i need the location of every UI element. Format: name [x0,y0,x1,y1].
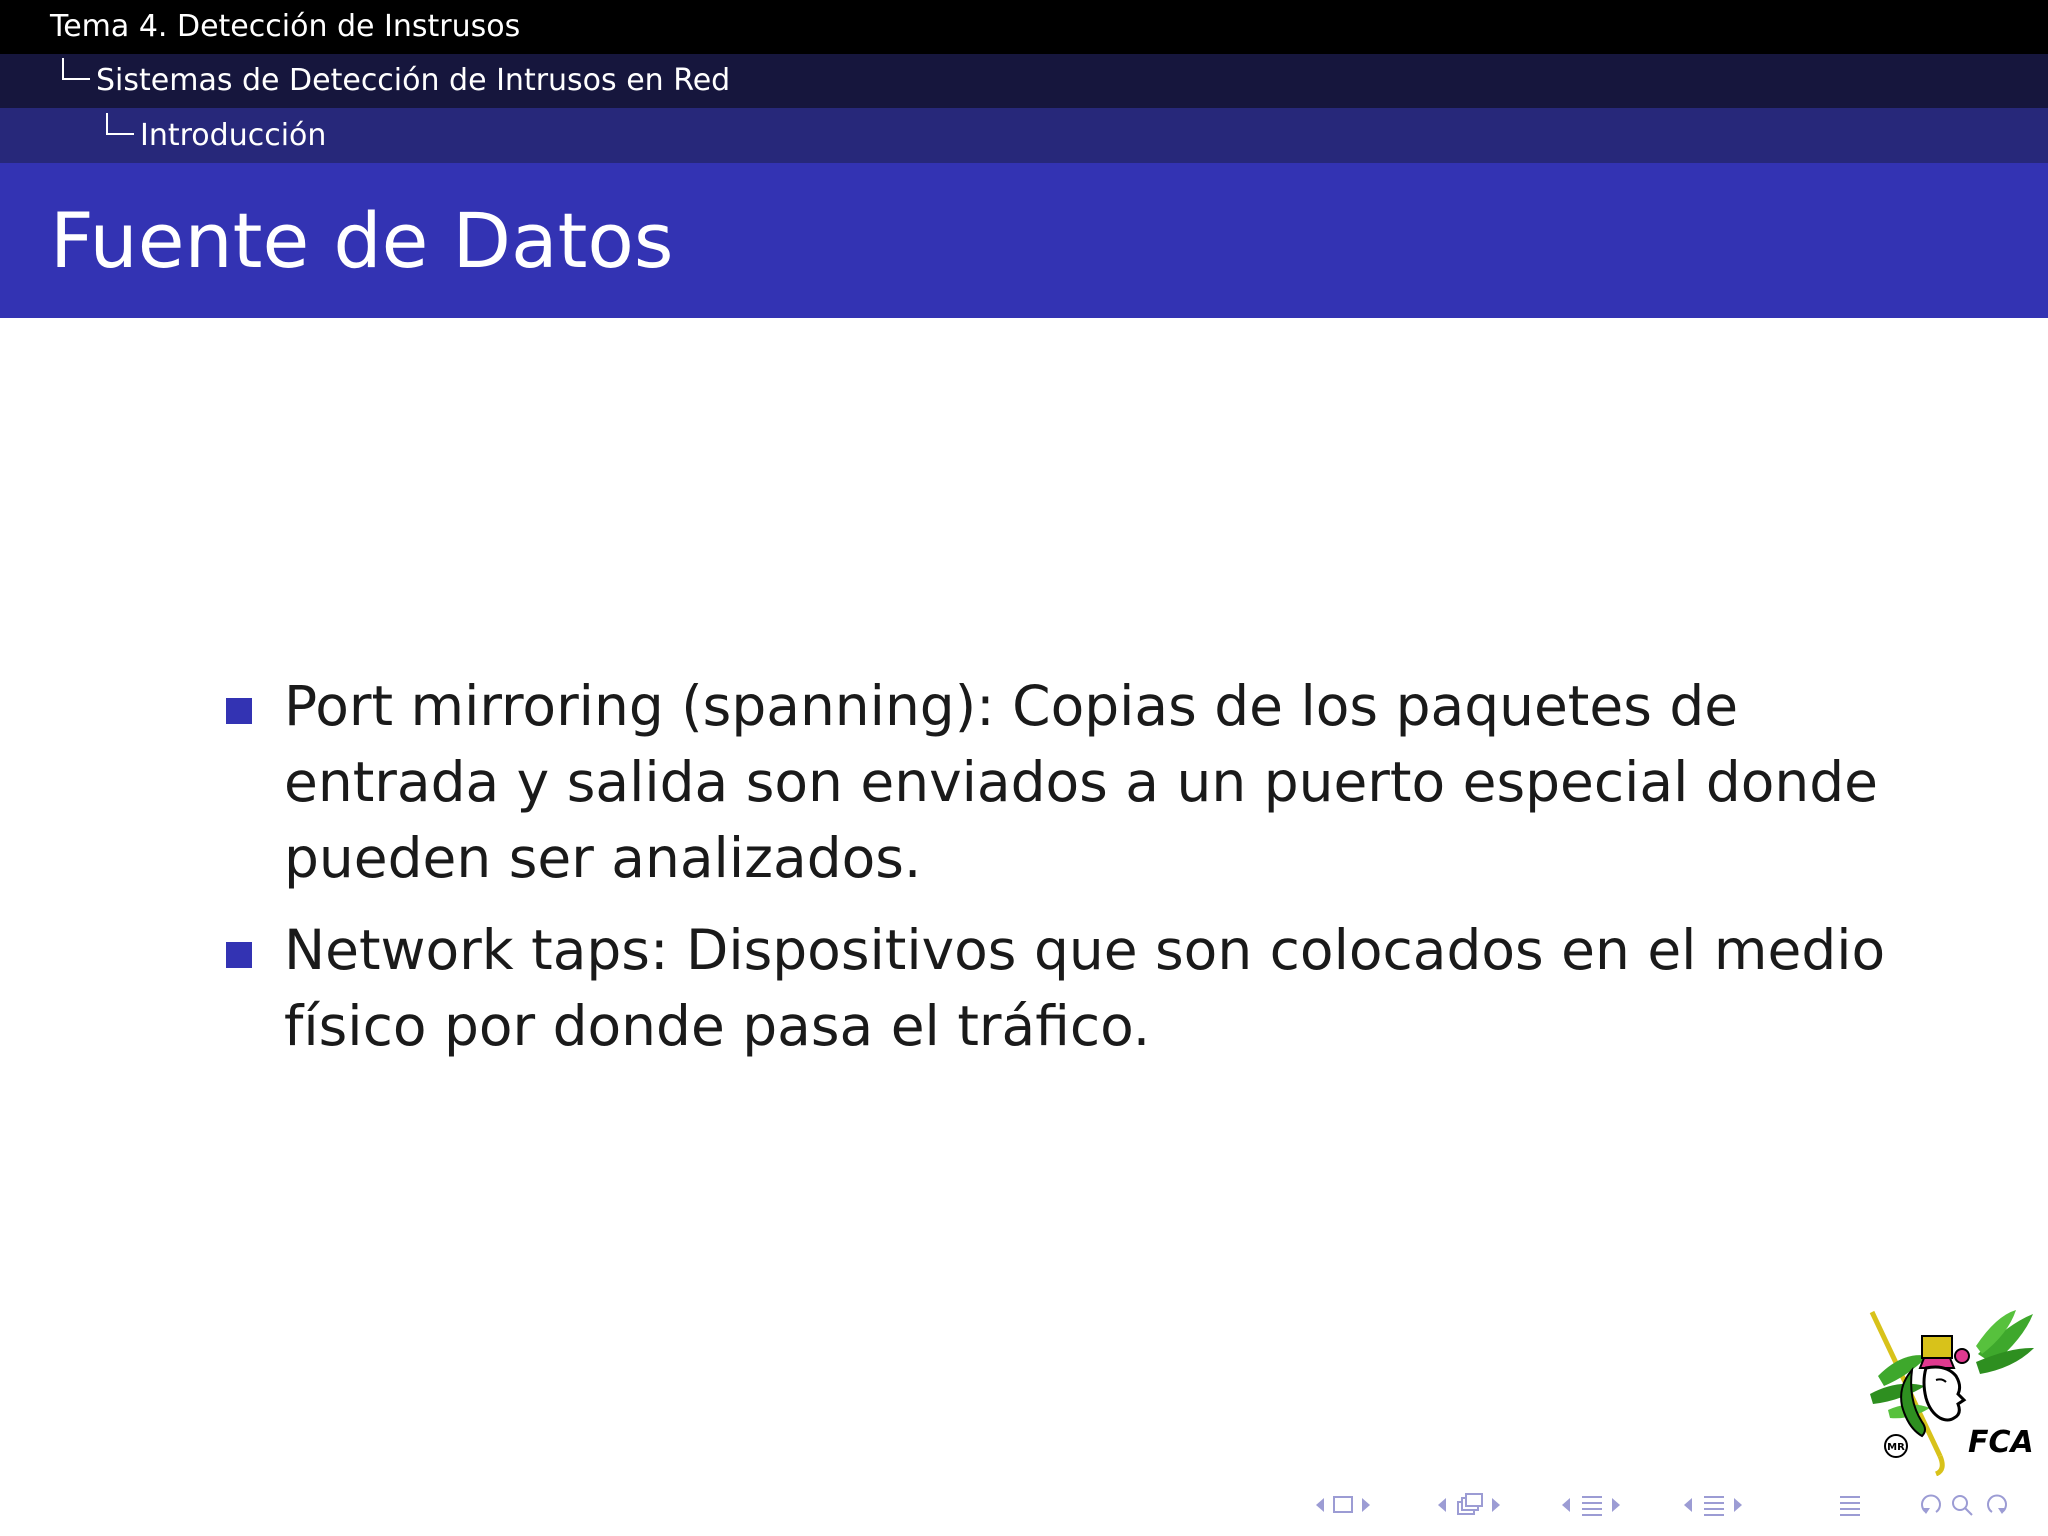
document-icon[interactable] [1704,1497,1724,1515]
frame-title: Fuente de Datos [50,196,674,285]
header-subsubsection-bar[interactable] [0,108,2048,163]
svg-text:FCA: FCA [1968,1425,2034,1460]
header-section-title[interactable]: Tema 4. Detección de Instrusos [50,9,521,44]
subsection-next-icon[interactable] [1492,1498,1500,1512]
subsection-icon[interactable] [1458,1494,1482,1514]
bullet-list [222,668,1902,1080]
section-next-icon[interactable] [1612,1498,1620,1512]
list-item [222,668,1902,896]
header-subsection-title[interactable]: Sistemas de Detección de Intrusos en Red [96,63,731,98]
fca-logo [1858,1306,2038,1476]
frame-next-icon[interactable] [1362,1498,1370,1512]
list-item [222,912,1902,1064]
section-prev-icon[interactable] [1562,1498,1570,1512]
search-icon[interactable] [1953,1496,1972,1515]
forward-icon[interactable] [1988,1496,2006,1514]
navigation-bar [1310,1488,2040,1522]
frame-prev-icon[interactable] [1316,1498,1324,1512]
frame-icon[interactable] [1334,1497,1352,1512]
header-subsubsection-title[interactable]: Introducción [140,117,327,153]
header-section-bar[interactable] [0,0,2048,54]
section-icon[interactable] [1582,1497,1602,1515]
header-subsection-bar[interactable] [0,54,2048,108]
tree-connector-icon [56,58,92,88]
subsection-prev-icon[interactable] [1438,1498,1446,1512]
square-bullet-icon [226,698,252,724]
tree-connector-icon [100,113,136,143]
document-next-icon[interactable] [1734,1498,1742,1512]
frame-title-bar [0,163,2048,318]
align-icon[interactable] [1840,1497,1860,1515]
back-icon[interactable] [1922,1496,1940,1514]
square-bullet-icon [226,942,252,968]
document-prev-icon[interactable] [1684,1498,1692,1512]
svg-text:MR: MR [1887,1442,1905,1453]
list-item-text: Network taps: Dispositivos que son colocados en el medio físico por donde pasa el tráfico. [284,918,1886,1058]
list-item-text: Port mirroring (spanning): Copias de los paquetes de entrada y salida son enviados a un puerto especial donde pueden ser analizados. [284,674,1879,890]
